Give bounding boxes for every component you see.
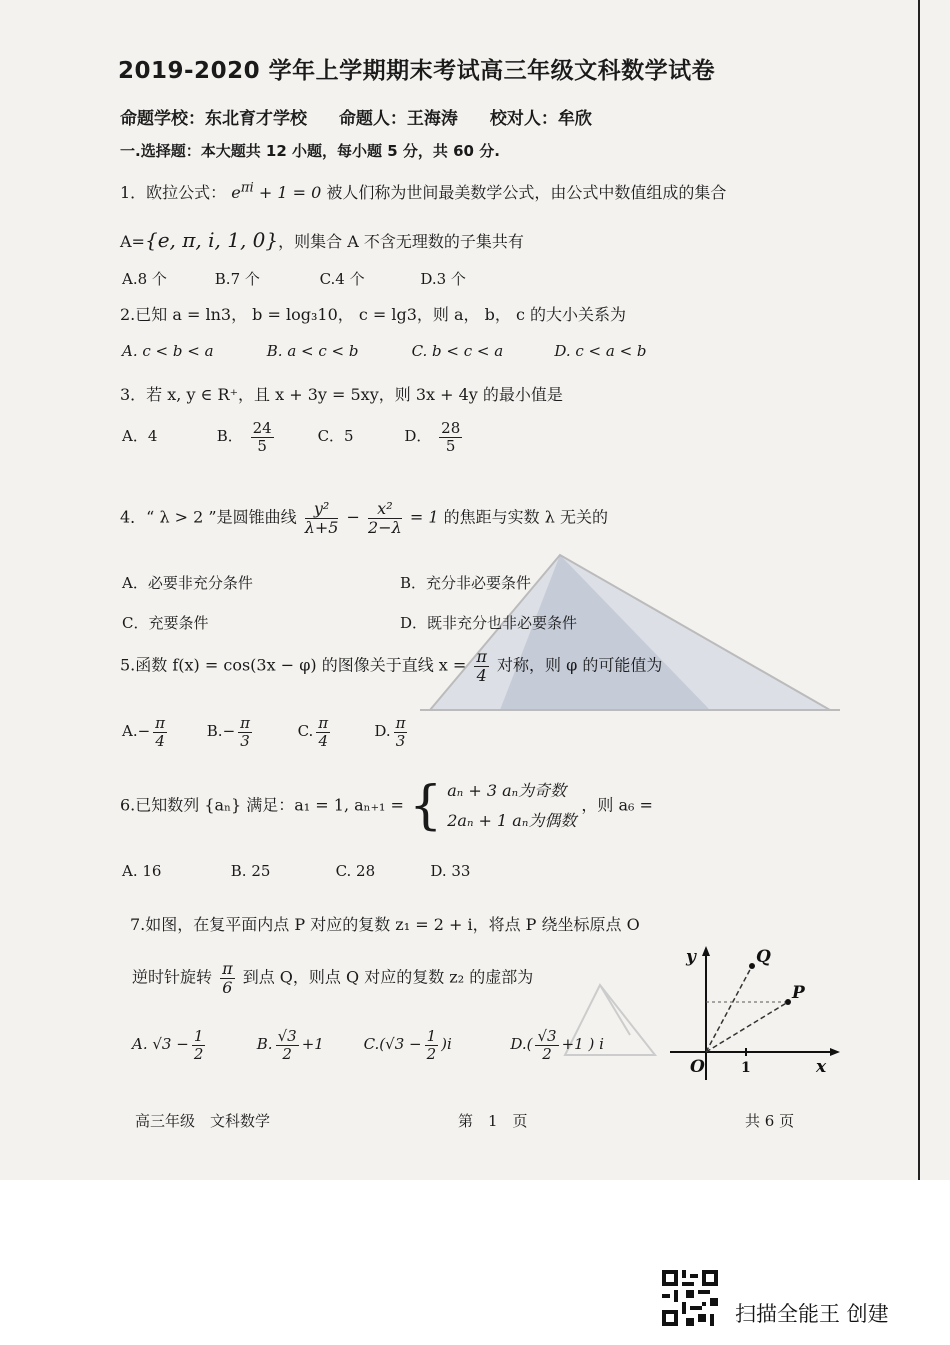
label-q: Q <box>756 947 771 967</box>
op-segment <box>706 1002 788 1052</box>
q7-options <box>132 1028 604 1062</box>
label-x: x <box>816 1057 827 1077</box>
q4-stem: 4．“ λ > 2 ”是圆锥曲线 $\frac{\text{y²}}{\lambda+5}$ − $\frac{\text{x²}}{2-\lambda}$ = 1 的焦距与实数 λ 无关的 <box>120 499 608 537</box>
q2-option-c: C. b < c < a <box>411 342 504 360</box>
q5-option-d: D. $\frac{\pi}{3}$ <box>374 714 406 750</box>
q5-option-a: A.− $\frac{\pi}{4}$ <box>122 714 166 750</box>
label-one: 1 <box>741 1060 751 1076</box>
q1-line2: A={e, π, i, 1, 0}，则集合 A 不含无理数的子集共有 <box>120 228 524 252</box>
q5-options <box>122 715 410 749</box>
point-q <box>749 963 755 969</box>
point-p <box>785 999 791 1005</box>
exam-meta <box>120 104 618 129</box>
q6-option-d: D. 33 <box>430 862 471 880</box>
q4-option-d: D．既非充分也非必要条件 <box>400 614 578 632</box>
oq-segment <box>706 966 752 1052</box>
q2-option-a: A. c < b < a <box>122 342 214 360</box>
q3-options <box>122 420 465 454</box>
q1-option-c: C.4 个 <box>319 270 365 288</box>
page-edge-line <box>918 0 920 1180</box>
q6-stem: 6.已知数列 {aₙ} 满足：a₁ = 1, aₙ₊₁ = { aₙ + 3 aₙ为奇数 2aₙ + 1 aₙ为偶数 ，则 a₆ = <box>120 776 653 836</box>
scanner-watermark: 扫描全能王 创建 <box>735 1302 889 1326</box>
q5-option-c: C. $\frac{\pi}{4}$ <box>297 714 329 750</box>
q7-option-a: A. √3 − $\frac{1}{2}$ <box>132 1027 204 1063</box>
exam-title: 2019-2020 学年上学期期末考试高三年级文科数学试卷 <box>118 58 716 84</box>
q5-option-b: B.− $\frac{\pi}{3}$ <box>206 714 250 750</box>
checker-label: 校对人：牟欣 <box>489 109 592 129</box>
q6-cases: aₙ + 3 aₙ为奇数 2aₙ + 1 aₙ为偶数 <box>447 781 577 830</box>
q5-stem: 5.函数 f(x) = cos(3x − φ) 的图像关于直线 x = $\frac{\pi}{4}$ 对称，则 φ 的可能值为 <box>120 647 663 685</box>
q3-option-c: C．5 <box>317 427 354 445</box>
q7-option-d: D.( $\frac{√3}{2}$ +1 ) i <box>510 1027 604 1063</box>
q1-options <box>122 268 466 289</box>
q2-stem: 2.已知 a = ln3， b = log₃10， c = lg3，则 a， b， c 的大小关系为 <box>120 305 626 324</box>
q4-option-c: C．充要条件 <box>122 614 209 632</box>
euler-formula: $e^{\pi i} + 1 = 0$ <box>231 180 322 202</box>
q1-line1: 1．欧拉公式： $e^{\pi i} + 1 = 0$ 被人们称为世间最美数学公式，由公式中数值组成的集合 <box>120 180 727 202</box>
complex-plane-figure <box>660 940 870 1090</box>
x-axis-arrow <box>830 1048 840 1056</box>
q2-option-b: B. a < c < b <box>266 342 359 360</box>
q6-option-b: B. 25 <box>230 862 271 880</box>
q7-option-c: C.(√3 − $\frac{1}{2}$ )i <box>363 1027 452 1063</box>
footer-total: 共 6 页 <box>745 1112 795 1130</box>
setter-label: 命题人：王海涛 <box>338 109 458 129</box>
q4-option-a: A．必要非充分条件 <box>122 574 253 592</box>
footer-page: 第 1 页 <box>458 1112 528 1130</box>
qr-code-icon <box>662 1270 718 1326</box>
q7-line1: 7.如图，在复平面内点 P 对应的复数 z₁ = 2 + i，将点 P 绕坐标原点 O <box>130 915 640 934</box>
label-y: y <box>686 947 696 967</box>
q7-line2: 逆时针旋转 $\frac{\pi}{6}$ 到点 Q，则点 Q 对应的复数 z₂ 的虚部为 <box>132 959 534 997</box>
q1-option-b: B.7 个 <box>214 270 260 288</box>
q2-options <box>122 342 647 360</box>
q3-option-d: D． $\frac{28}{5}$ <box>404 419 461 455</box>
q3-option-b: B． $\frac{24}{5}$ <box>216 419 272 455</box>
label-origin: O <box>690 1057 705 1077</box>
footer-left: 高三年级 文科数学 <box>135 1112 271 1130</box>
q6-option-a: A. 16 <box>122 862 162 880</box>
q2-option-d: D. c < a < b <box>554 342 647 360</box>
piecewise-brace: { <box>409 776 443 836</box>
q6-option-c: C. 28 <box>335 862 376 880</box>
q4-option-b: B．充分非必要条件 <box>400 574 532 592</box>
q1-option-d: D.3 个 <box>420 270 466 288</box>
q3-option-a: A．4 <box>122 427 158 445</box>
q3-stem: 3．若 x, y ∈ R⁺，且 x + 3y = 5xy，则 3x + 4y 的最小值是 <box>120 385 563 404</box>
y-axis-arrow <box>702 946 710 956</box>
q6-options <box>122 862 470 880</box>
school-label: 命题学校：东北育才学校 <box>120 109 307 129</box>
label-p: P <box>792 983 805 1003</box>
section-heading: 一.选择题：本大题共 12 小题，每小题 5 分，共 60 分. <box>120 142 500 160</box>
q1-option-a: A.8 个 <box>122 270 167 288</box>
q7-option-b: B. $\frac{√3}{2}$ +1 <box>256 1027 324 1063</box>
